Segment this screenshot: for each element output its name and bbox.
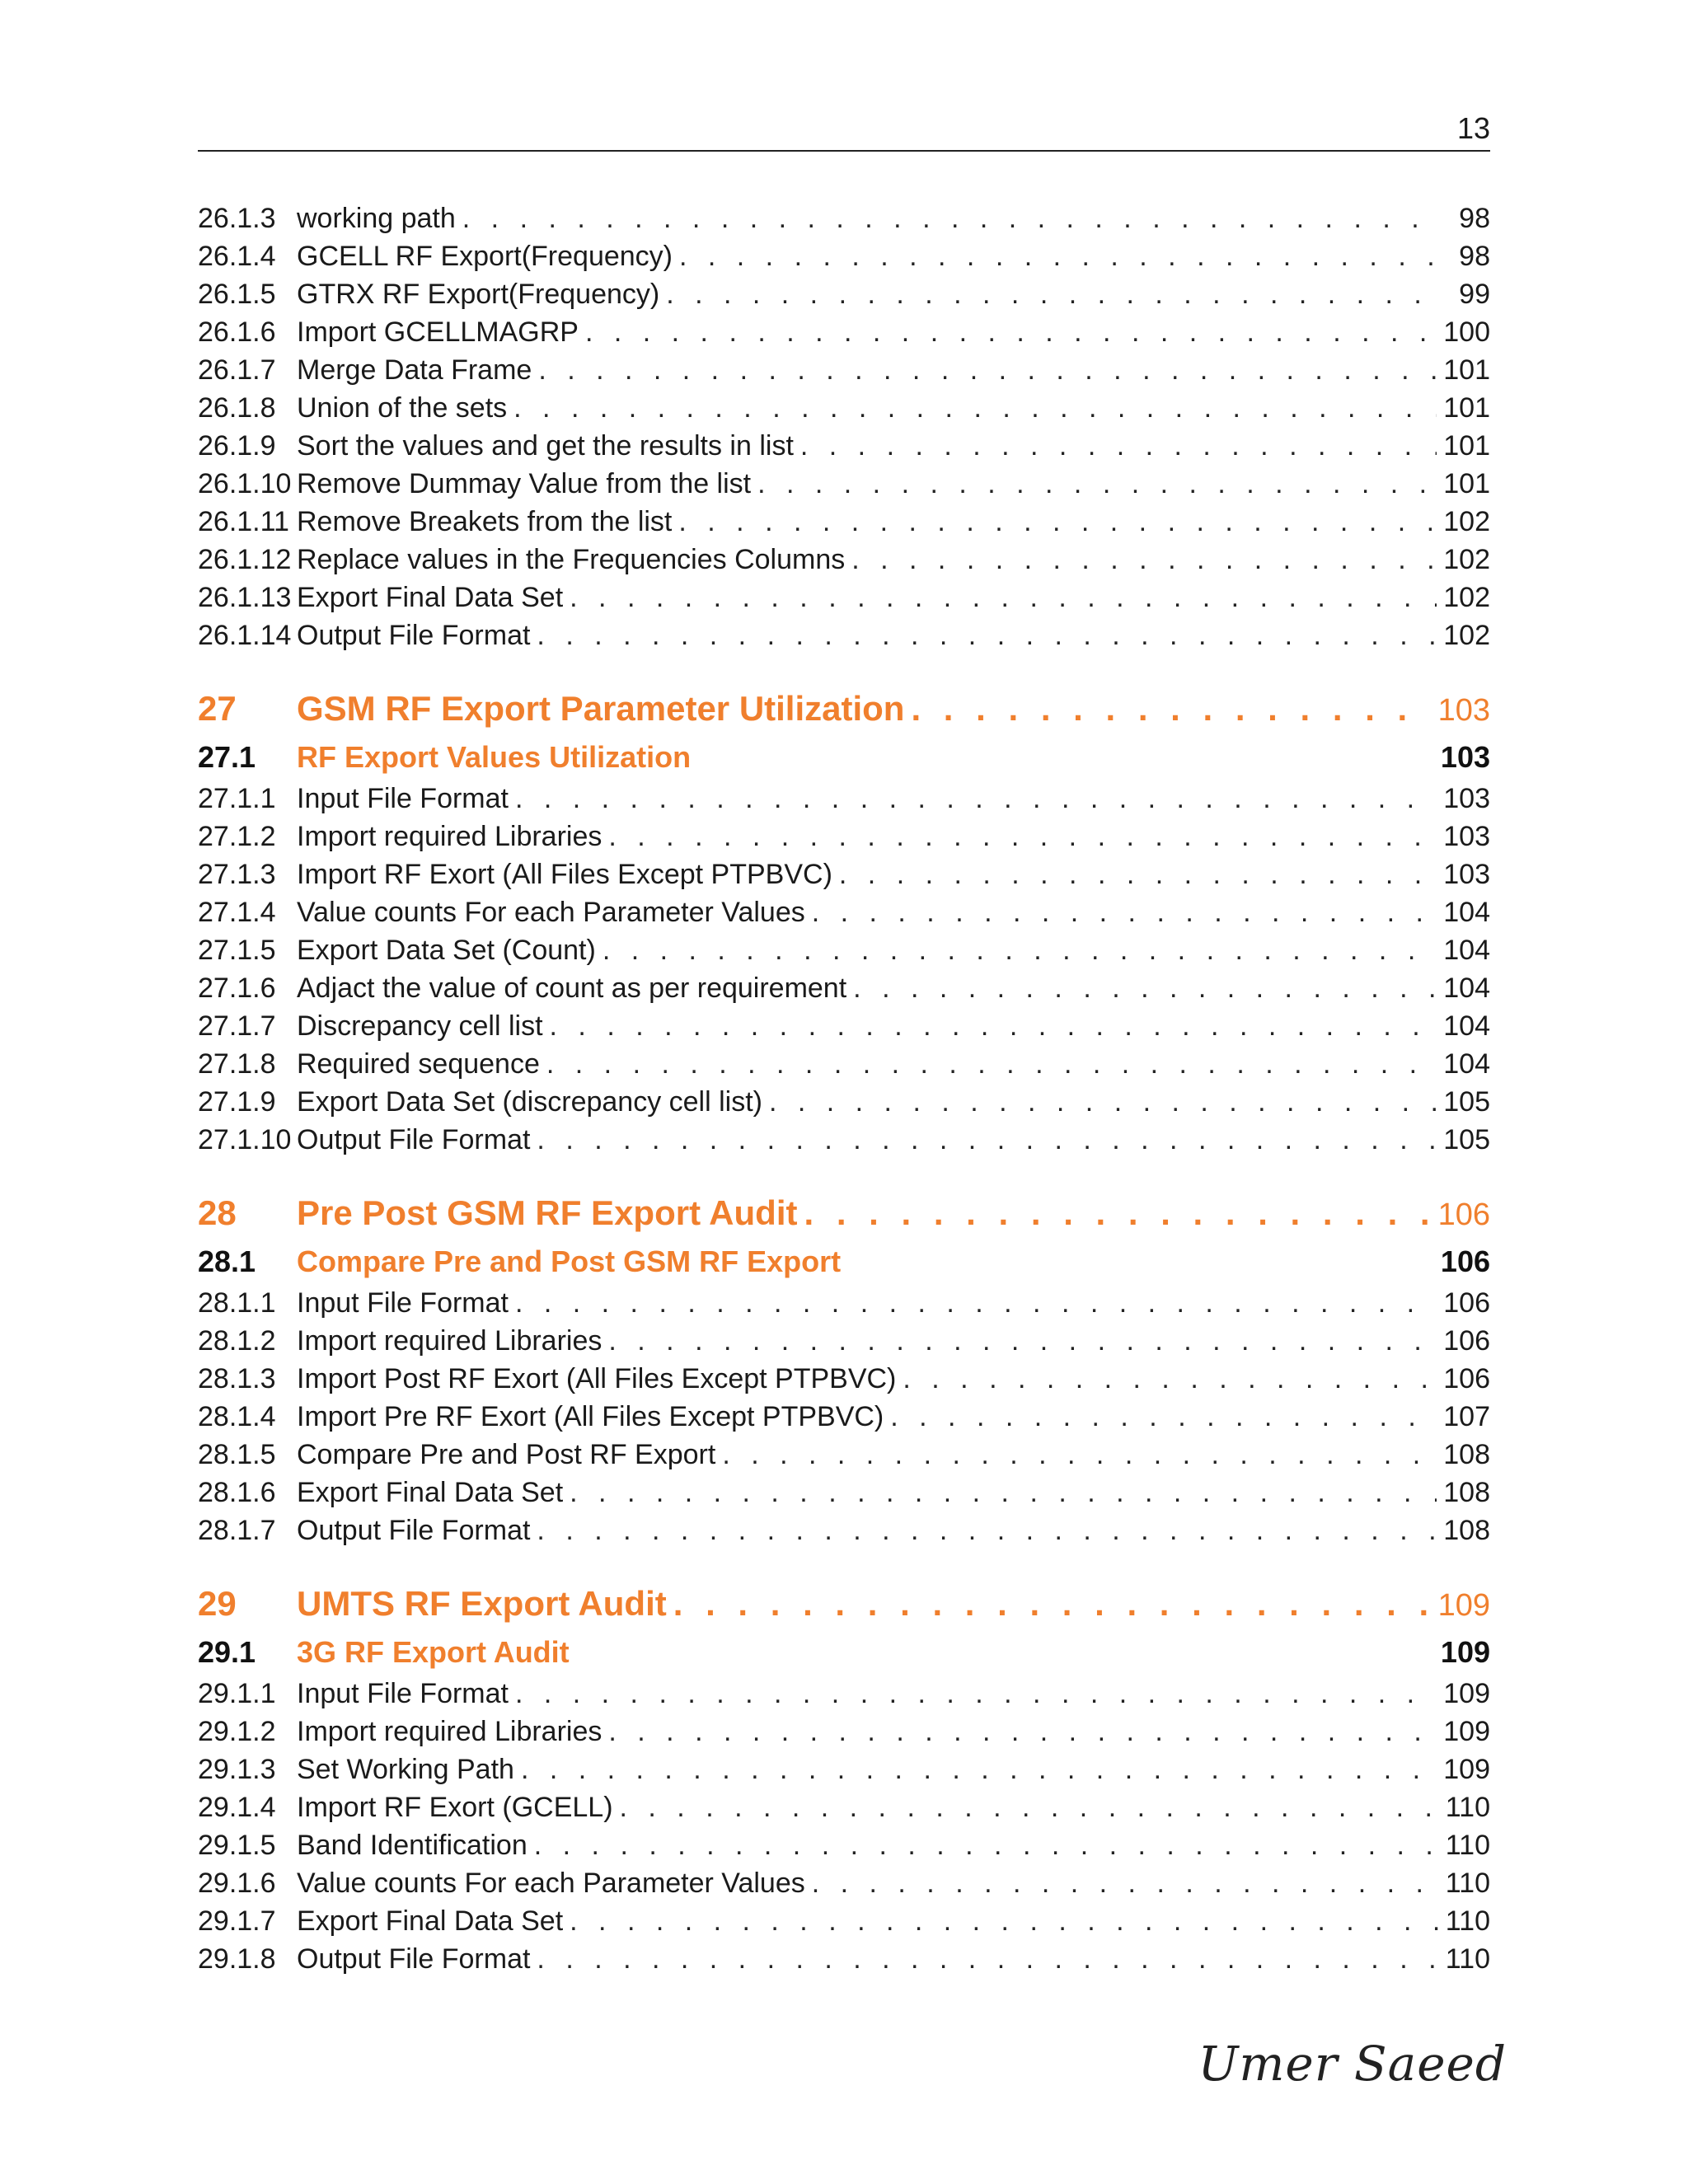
toc-subsection-page: 105 — [1443, 1086, 1490, 1118]
dot-leader — [903, 1363, 1437, 1395]
toc-subsection-title: Import RF Exort (All Files Except PTPBVC) — [297, 859, 832, 890]
dot-leader — [608, 1325, 1437, 1357]
toc-subsection-title: Import required Libraries — [297, 821, 603, 852]
toc-subsection-entry[interactable] — [198, 620, 1490, 658]
dot-leader — [462, 203, 1441, 235]
toc-subsection-page: 102 — [1443, 506, 1490, 537]
toc-subsection-page: 107 — [1443, 1401, 1490, 1432]
toc-subsection-entry[interactable] — [198, 821, 1490, 859]
toc-subsection-page: 102 — [1443, 544, 1490, 575]
dot-leader — [546, 1048, 1437, 1080]
toc-subsection-page: 103 — [1443, 859, 1490, 890]
toc-subsection-title: Value counts For each Parameter Values — [297, 1868, 805, 1899]
toc-subsection-number: 26.1.8 — [198, 392, 276, 424]
toc-subsection-number: 26.1.6 — [198, 316, 276, 348]
toc-subsection-entry[interactable] — [198, 935, 1490, 972]
toc-subsection-title: Export Final Data Set — [297, 582, 564, 613]
toc-chapter-title: Pre Post GSM RF Export Audit — [297, 1193, 798, 1232]
toc-subsection-number: 27.1.10 — [198, 1124, 292, 1155]
toc-subsection-number: 28.1.3 — [198, 1363, 276, 1394]
dot-leader — [757, 468, 1437, 500]
toc-subsection-entry[interactable] — [198, 1515, 1490, 1553]
toc-subsection-page: 101 — [1443, 354, 1490, 386]
toc-chapter-title: GSM RF Export Parameter Utilization — [297, 689, 905, 728]
toc-chapter-number: 28 — [198, 1193, 237, 1232]
toc-section-number: 28.1 — [198, 1244, 256, 1278]
toc-subsection-title: Import required Libraries — [297, 1716, 603, 1747]
toc-section-page: 106 — [1440, 1244, 1490, 1278]
dot-leader — [608, 1716, 1437, 1748]
toc-chapter-page: 103 — [1437, 693, 1490, 728]
toc-subsection-number: 29.1.4 — [198, 1792, 276, 1823]
toc-subsection-title: Remove Breakets from the list — [297, 506, 673, 537]
toc-chapter-entry[interactable] — [198, 689, 1490, 740]
toc-section-page: 109 — [1440, 1635, 1490, 1669]
toc-subsection-number: 29.1.3 — [198, 1754, 276, 1785]
dot-leader — [521, 1754, 1437, 1786]
dot-leader — [537, 620, 1437, 652]
toc-subsection-number: 29.1.5 — [198, 1830, 276, 1861]
toc-section-number: 29.1 — [198, 1635, 256, 1669]
toc-subsection-page: 106 — [1443, 1325, 1490, 1357]
dot-leader — [537, 1124, 1437, 1156]
toc-subsection-page: 110 — [1445, 1830, 1490, 1861]
dot-leader — [620, 1792, 1439, 1824]
toc-subsection-page: 110 — [1445, 1868, 1490, 1899]
toc-subsection-entry[interactable] — [198, 1086, 1490, 1124]
toc-subsection-number: 26.1.9 — [198, 430, 276, 462]
toc-subsection-title: Sort the values and get the results in list — [297, 430, 794, 462]
toc-subsection-entry[interactable] — [198, 582, 1490, 620]
dot-leader — [570, 1905, 1439, 1938]
toc-chapter-entry[interactable] — [198, 1584, 1490, 1635]
dot-leader — [839, 859, 1437, 891]
toc-subsection-number: 26.1.5 — [198, 279, 276, 310]
toc-subsection-number: 29.1.7 — [198, 1905, 276, 1937]
toc-subsection-page: 103 — [1443, 783, 1490, 814]
dot-leader — [534, 1830, 1439, 1862]
toc-subsection-title: Input File Format — [297, 783, 509, 814]
dot-leader — [570, 582, 1437, 614]
toc-subsection-entry[interactable] — [198, 972, 1490, 1010]
dot-leader — [804, 1193, 1431, 1233]
toc-subsection-page: 98 — [1459, 241, 1490, 272]
toc-section-page: 103 — [1440, 740, 1490, 774]
toc-subsection-entry[interactable] — [198, 354, 1490, 392]
dot-leader — [537, 1515, 1437, 1547]
toc-subsection-number: 27.1.7 — [198, 1010, 276, 1042]
toc-subsection-number: 28.1.1 — [198, 1287, 276, 1319]
toc-subsection-number: 28.1.6 — [198, 1477, 276, 1508]
toc-subsection-entry[interactable] — [198, 1943, 1490, 1981]
toc-subsection-page: 110 — [1445, 1792, 1490, 1823]
toc-subsection-title: Set Working Path — [297, 1754, 514, 1785]
toc-subsection-title: Import GCELLMAGRP — [297, 316, 579, 348]
toc-section-number: 27.1 — [198, 740, 256, 774]
toc-subsection-number: 26.1.4 — [198, 241, 276, 272]
toc-subsection-title: working path — [297, 203, 456, 234]
dot-leader — [603, 935, 1437, 967]
dot-leader — [678, 506, 1437, 538]
toc-subsection-number: 28.1.5 — [198, 1439, 276, 1470]
toc-subsection-page: 104 — [1443, 1048, 1490, 1080]
toc-subsection-page: 108 — [1443, 1439, 1490, 1470]
toc-subsection-entry[interactable] — [198, 1401, 1490, 1439]
toc-subsection-entry[interactable] — [198, 1477, 1490, 1515]
toc-subsection-title: Value counts For each Parameter Values — [297, 897, 805, 928]
dot-leader — [515, 1287, 1437, 1319]
toc-subsection-page: 102 — [1443, 582, 1490, 613]
dot-leader — [666, 279, 1441, 311]
toc-subsection-page: 99 — [1459, 279, 1490, 310]
toc-subsection-title: Import Post RF Exort (All Files Except PTPBVC) — [297, 1363, 897, 1394]
page-header — [198, 107, 1490, 152]
toc-subsection-page: 102 — [1443, 620, 1490, 651]
dot-leader — [853, 972, 1437, 1005]
toc-subsection-number: 27.1.1 — [198, 783, 276, 814]
toc-subsection-title: GCELL RF Export(Frequency) — [297, 241, 673, 272]
toc-subsection-number: 29.1.2 — [198, 1716, 276, 1747]
toc-section-entry[interactable] — [198, 740, 1490, 783]
toc-section-title: RF Export Values Utilization — [297, 740, 692, 774]
dot-leader — [515, 1678, 1437, 1710]
toc-subsection-page: 104 — [1443, 935, 1490, 966]
toc-subsection-number: 26.1.10 — [198, 468, 292, 499]
toc-section-title: Compare Pre and Post GSM RF Export — [297, 1244, 842, 1278]
toc-subsection-title: Merge Data Frame — [297, 354, 532, 386]
toc-subsection-entry[interactable] — [198, 1287, 1490, 1325]
toc-subsection-title: Union of the sets — [297, 392, 508, 424]
toc-subsection-number: 26.1.12 — [198, 544, 292, 575]
toc-subsection-page: 104 — [1443, 972, 1490, 1004]
toc-subsection-entry[interactable] — [198, 1124, 1490, 1162]
toc-subsection-title: Export Final Data Set — [297, 1477, 564, 1508]
toc-subsection-page: 110 — [1445, 1943, 1490, 1975]
toc-subsection-title: Input File Format — [297, 1678, 509, 1709]
toc-subsection-entry[interactable] — [198, 1363, 1490, 1401]
toc-section-title: 3G RF Export Audit — [297, 1635, 570, 1669]
toc-subsection-title: Output File Format — [297, 1124, 531, 1155]
toc-subsection-entry[interactable] — [198, 1716, 1490, 1754]
toc-subsection-number: 29.1.6 — [198, 1868, 276, 1899]
toc-subsection-page: 105 — [1443, 1124, 1490, 1155]
page-number: 13 — [1456, 111, 1490, 145]
dot-leader — [851, 544, 1437, 576]
toc-subsection-entry[interactable] — [198, 1439, 1490, 1477]
toc-subsection-page: 109 — [1443, 1678, 1490, 1709]
toc-subsection-entry[interactable] — [198, 783, 1490, 821]
toc-subsection-number: 29.1.1 — [198, 1678, 276, 1709]
toc-subsection-title: Band Identification — [297, 1830, 528, 1861]
toc-subsection-number: 27.1.8 — [198, 1048, 276, 1080]
toc-subsection-entry[interactable] — [198, 468, 1490, 506]
toc-subsection-entry[interactable] — [198, 506, 1490, 544]
toc-subsection-number: 27.1.9 — [198, 1086, 276, 1118]
toc-section-entry[interactable] — [198, 1244, 1490, 1287]
toc-subsection-page: 101 — [1443, 392, 1490, 424]
toc-chapter-title: UMTS RF Export Audit — [297, 1584, 667, 1623]
toc-subsection-number: 27.1.4 — [198, 897, 276, 928]
dot-leader — [570, 1477, 1437, 1509]
toc-subsection-entry[interactable] — [198, 1792, 1490, 1830]
dot-leader — [812, 1868, 1439, 1900]
toc-subsection-entry[interactable] — [198, 316, 1490, 354]
toc-subsection-title: Output File Format — [297, 1943, 531, 1975]
dot-leader — [513, 392, 1437, 424]
table-of-contents — [198, 203, 1490, 1981]
toc-subsection-entry[interactable] — [198, 430, 1490, 468]
toc-subsection-page: 100 — [1443, 316, 1490, 348]
toc-subsection-title: Export Data Set (discrepancy cell list) — [297, 1086, 762, 1118]
toc-chapter-page: 109 — [1437, 1588, 1490, 1623]
toc-subsection-title: Adjact the value of count as per requirement — [297, 972, 847, 1004]
dot-leader — [722, 1439, 1437, 1471]
toc-subsection-entry[interactable] — [198, 241, 1490, 279]
toc-subsection-title: GTRX RF Export(Frequency) — [297, 279, 660, 310]
toc-chapter-number: 29 — [198, 1584, 237, 1623]
toc-subsection-number: 27.1.2 — [198, 821, 276, 852]
dot-leader — [673, 1584, 1432, 1624]
toc-subsection-title: Discrepancy cell list — [297, 1010, 543, 1042]
dot-leader — [515, 783, 1437, 815]
toc-subsection-number: 26.1.7 — [198, 354, 276, 386]
toc-subsection-entry[interactable] — [198, 1325, 1490, 1363]
dot-leader — [679, 241, 1441, 273]
toc-subsection-number: 28.1.2 — [198, 1325, 276, 1357]
toc-subsection-number: 29.1.8 — [198, 1943, 276, 1975]
toc-subsection-entry[interactable] — [198, 1868, 1490, 1905]
toc-subsection-number: 26.1.3 — [198, 203, 276, 234]
toc-subsection-number: 26.1.14 — [198, 620, 292, 651]
toc-subsection-title: Import required Libraries — [297, 1325, 603, 1357]
toc-subsection-title: Remove Dummay Value from the list — [297, 468, 752, 499]
toc-subsection-title: Output File Format — [297, 620, 531, 651]
toc-subsection-title: Compare Pre and Post RF Export — [297, 1439, 716, 1470]
dot-leader — [538, 354, 1437, 387]
dot-leader — [812, 897, 1437, 929]
toc-subsection-page: 98 — [1459, 203, 1490, 234]
toc-subsection-entry[interactable] — [198, 1048, 1490, 1086]
toc-chapter-page: 106 — [1437, 1197, 1490, 1232]
toc-subsection-number: 28.1.4 — [198, 1401, 276, 1432]
toc-subsection-entry[interactable] — [198, 1905, 1490, 1943]
toc-subsection-entry[interactable] — [198, 203, 1490, 241]
toc-subsection-entry[interactable] — [198, 897, 1490, 935]
toc-subsection-entry[interactable] — [198, 1830, 1490, 1868]
toc-subsection-number: 27.1.6 — [198, 972, 276, 1004]
toc-subsection-entry[interactable] — [198, 859, 1490, 897]
toc-subsection-title: Replace values in the Frequencies Columns — [297, 544, 846, 575]
toc-subsection-entry[interactable] — [198, 279, 1490, 316]
toc-section-entry[interactable] — [198, 1635, 1490, 1678]
toc-subsection-number: 28.1.7 — [198, 1515, 276, 1546]
author-signature: Umer Saeed — [1198, 2036, 1507, 2092]
toc-subsection-page: 106 — [1443, 1287, 1490, 1319]
toc-subsection-page: 109 — [1443, 1754, 1490, 1785]
dot-leader — [911, 689, 1431, 729]
toc-chapter-entry[interactable] — [198, 1193, 1490, 1244]
toc-subsection-title: Export Final Data Set — [297, 1905, 564, 1937]
toc-subsection-number: 26.1.13 — [198, 582, 292, 613]
toc-subsection-title: Import RF Exort (GCELL) — [297, 1792, 613, 1823]
dot-leader — [585, 316, 1437, 349]
toc-subsection-entry[interactable] — [198, 1678, 1490, 1716]
toc-subsection-title: Required sequence — [297, 1048, 540, 1080]
toc-subsection-page: 108 — [1443, 1477, 1490, 1508]
toc-subsection-page: 104 — [1443, 897, 1490, 928]
toc-subsection-page: 101 — [1443, 468, 1490, 499]
toc-subsection-entry[interactable] — [198, 544, 1490, 582]
dot-leader — [769, 1086, 1437, 1118]
toc-subsection-title: Output File Format — [297, 1515, 531, 1546]
dot-leader — [608, 821, 1437, 853]
toc-subsection-entry[interactable] — [198, 392, 1490, 430]
toc-subsection-number: 26.1.11 — [198, 506, 289, 537]
toc-subsection-entry[interactable] — [198, 1754, 1490, 1792]
toc-subsection-entry[interactable] — [198, 1010, 1490, 1048]
dot-leader — [550, 1010, 1437, 1043]
toc-subsection-title: Import Pre RF Exort (All Files Except PTPBVC) — [297, 1401, 884, 1432]
toc-subsection-page: 110 — [1445, 1905, 1490, 1937]
dot-leader — [537, 1943, 1438, 1975]
toc-subsection-page: 101 — [1443, 430, 1490, 462]
toc-subsection-title: Export Data Set (Count) — [297, 935, 596, 966]
toc-subsection-page: 106 — [1443, 1363, 1490, 1394]
dot-leader — [800, 430, 1437, 462]
toc-subsection-page: 103 — [1443, 821, 1490, 852]
toc-subsection-title: Input File Format — [297, 1287, 509, 1319]
toc-subsection-number: 27.1.5 — [198, 935, 276, 966]
toc-chapter-number: 27 — [198, 689, 237, 728]
toc-subsection-page: 104 — [1443, 1010, 1490, 1042]
toc-subsection-number: 27.1.3 — [198, 859, 276, 890]
dot-leader — [890, 1401, 1437, 1433]
toc-subsection-page: 108 — [1443, 1515, 1490, 1546]
toc-subsection-page: 109 — [1443, 1716, 1490, 1747]
